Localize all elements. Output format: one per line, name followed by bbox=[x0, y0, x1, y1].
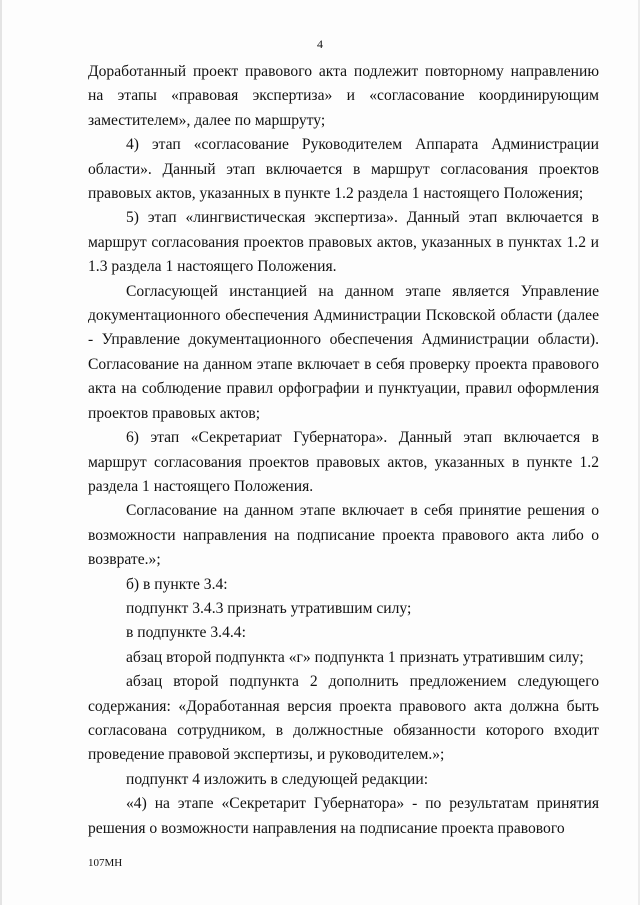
paragraph-stage-5: 5) этап «лингвистическая экспертиза». Данный этап включается в маршрут согласования проектов правовых актов, указанных в пунктах 1.2 и 1.3 раздела 1 настоящего Положения. bbox=[88, 209, 599, 276]
paragraph-abzac-2: абзац второй подпункта 2 дополнить предложением следующего содержания: «Доработанная версия проекта правового акта должна быть согласована сотрудником, в должностные обязанности которого входит проведение правовой экспертизы, и руководителем.»; bbox=[88, 673, 599, 764]
paragraph-approving-authority: Согласующей инстанцией на данном этапе является Управление документационного обеспечения Администрации Псковской области (далее - Управление документационного обеспечения Администрации области). Согласование на данном этапе включает в себя проверку проекта правового акта на соблюдение правил орфографии и пунктуации, правил оформления проектов правовых актов; bbox=[88, 282, 599, 422]
paragraph-subitem-4-intro: подпункт 4 изложить в следующей редакции: bbox=[126, 770, 429, 788]
page-number: 4 bbox=[317, 37, 323, 51]
paragraph-subitem-3-4-4: в подпункте 3.4.4: bbox=[126, 624, 246, 642]
paragraph-continuation: Доработанный проект правового акта подлежит повторному направлению на этапы «правовая экспертиза» и «согласование координирующим заместителем», далее по маршруту; bbox=[88, 63, 599, 129]
paragraph-stage-6: 6) этап «Секретариат Губернатора». Данный этап включается в маршрут согласования проектов правовых актов, указанных в пункте 1.2 раздела 1 настоящего Положения. bbox=[88, 429, 599, 495]
document-body bbox=[88, 60, 599, 841]
paragraph-subitem-3-4-3: подпункт 3.4.3 признать утратившим силу; bbox=[126, 599, 412, 617]
paragraph-item-b: б) в пункте 3.4: bbox=[126, 575, 228, 593]
paragraph-abzac-g: абзац второй подпункта «г» подпункта 1 признать утратившим силу; bbox=[126, 648, 584, 666]
scan-edge-left bbox=[0, 0, 2, 905]
paragraph-approval-decision: Согласование на данном этапе включает в себя принятие решения о возможности направления на подписание проекта правового акта либо о возврате.»; bbox=[88, 502, 599, 569]
paragraph-stage-4: 4) этап «согласование Руководителем Аппарата Администрации области». Данный этап включается в маршрут согласования проектов правовых актов, указанных в пункте 1.2 раздела 1 настоящего Положения; bbox=[88, 136, 599, 203]
paragraph-subitem-4-text: «4) на этапе «Секретарит Губернатора» - по результатам принятия решения о возможности направления на подписание проекта правового bbox=[88, 795, 599, 837]
footer-code: 107МН bbox=[88, 857, 123, 869]
